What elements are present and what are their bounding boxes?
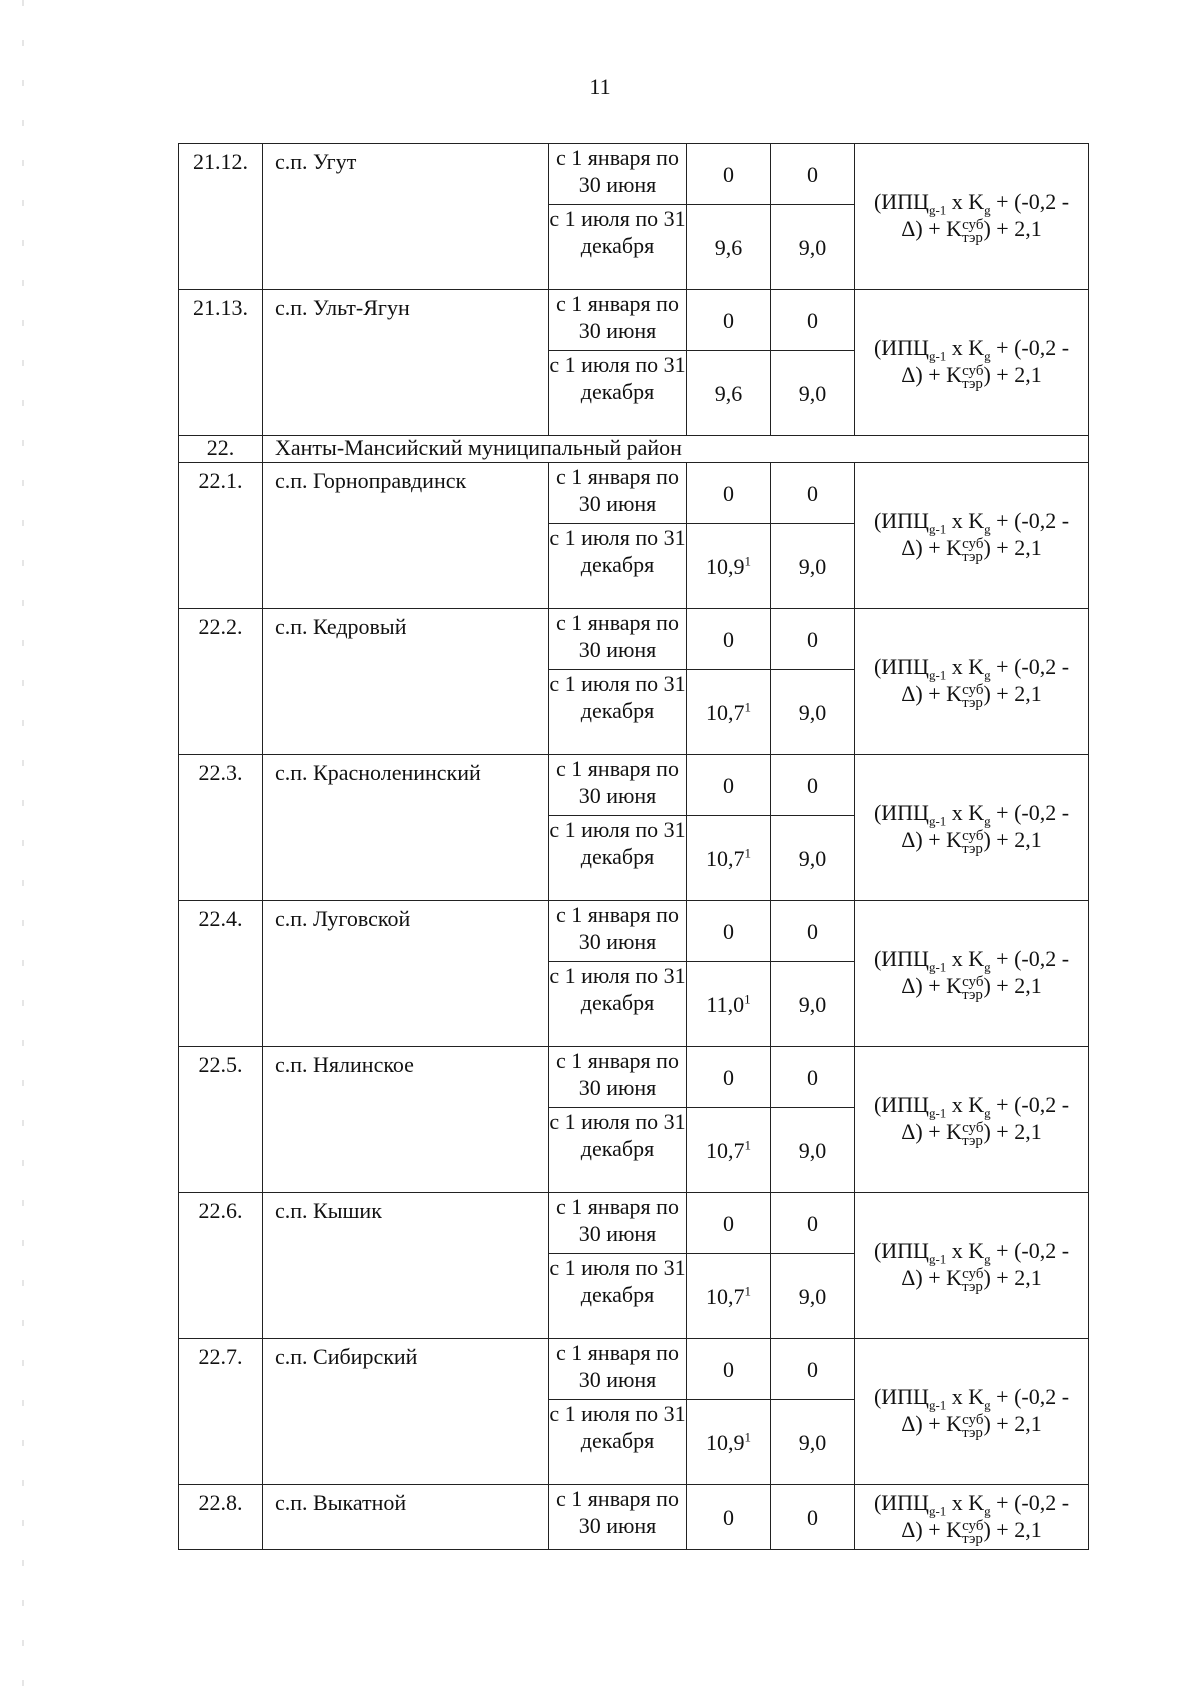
formula-sub2: g: [984, 521, 991, 537]
formula-sub1: g-1: [928, 202, 947, 218]
formula-supsub: [962, 1122, 983, 1148]
value-first-half-b: 0: [771, 1485, 855, 1550]
value-second-half-number: 10,9: [706, 553, 745, 579]
footnote-mark: 1: [744, 991, 751, 1007]
formula-sub2: g: [984, 1502, 991, 1518]
settlement-name: с.п. Угут: [263, 144, 549, 290]
value-second-half-b: 9,0: [771, 1400, 855, 1485]
formula-sup3: суб: [962, 536, 984, 552]
formula-sub1: g-1: [928, 521, 947, 537]
footnote-mark: 1: [744, 553, 751, 569]
formula-part3: + (-0,2 -: [990, 1238, 1070, 1263]
formula-sub3: тэр: [962, 230, 983, 246]
formula-part5: ) + 2,1: [983, 1516, 1042, 1542]
period-second-half: с 1 июля по 31 декабря: [549, 351, 687, 436]
settlement-name: с.п. Выкатной: [263, 1485, 549, 1550]
value-second-half-b: 9,0: [771, 205, 855, 290]
formula-part2: х K: [946, 1092, 985, 1117]
formula-part1: (ИПЦ: [873, 654, 929, 679]
value-second-half-number: 9,6: [714, 380, 743, 406]
formula-supsub: [962, 219, 983, 245]
formula-part1: (ИПЦ: [873, 508, 929, 533]
formula-sub3: тэр: [962, 987, 983, 1003]
formula-cell: [855, 901, 1089, 1047]
footnote-mark: 1: [744, 1429, 751, 1445]
formula-sub1: g-1: [928, 348, 947, 364]
value-first-half-a: 0: [687, 609, 771, 670]
formula-part4: Δ) + K: [901, 216, 963, 241]
formula-sub1: g-1: [928, 1251, 947, 1267]
formula-part2: х K: [946, 1238, 985, 1263]
period-first-half: с 1 января по 30 июня: [549, 290, 687, 351]
formula-part2: х K: [946, 946, 985, 971]
table-row: [179, 1339, 1089, 1400]
value-second-half-a: [687, 816, 771, 901]
table-row: [179, 1485, 1089, 1550]
value-second-half-number: 10,7: [706, 699, 745, 725]
formula-sub1: g-1: [928, 959, 947, 975]
formula-cell: [855, 1485, 1089, 1550]
period-second-half: с 1 июля по 31 декабря: [549, 1400, 687, 1485]
formula-part4: Δ) + K: [901, 827, 963, 852]
value-second-half-b: 9,0: [771, 816, 855, 901]
formula-part4: Δ) + K: [901, 1411, 963, 1436]
formula-part3: + (-0,2 -: [990, 1384, 1070, 1409]
value-second-half-a: [687, 1400, 771, 1485]
district-row: [179, 436, 1089, 463]
value-second-half-number: 10,7: [706, 1137, 745, 1163]
formula-part2: х K: [946, 654, 985, 679]
formula-sub1: g-1: [928, 1502, 947, 1518]
value-second-half-number: 10,9: [706, 1429, 745, 1455]
formula-part5: ) + 2,1: [983, 1411, 1042, 1436]
settlement-name: с.п. Горноправдинск: [263, 463, 549, 609]
formula-part2: х K: [946, 800, 985, 825]
value-second-half-a: [687, 524, 771, 609]
value-first-half-b: 0: [771, 1339, 855, 1400]
formula-part3: + (-0,2 -: [990, 1489, 1070, 1515]
formula-part5: ) + 2,1: [983, 362, 1042, 387]
period-first-half: с 1 января по 30 июня: [549, 1047, 687, 1108]
value-second-half-a: [687, 1254, 771, 1339]
settlement-name: с.п. Луговской: [263, 901, 549, 1047]
formula-part4: Δ) + K: [901, 362, 963, 387]
formula-cell: [855, 144, 1089, 290]
formula-sup3: суб: [962, 974, 984, 990]
table-row: [179, 755, 1089, 816]
value-second-half-a: [687, 351, 771, 436]
row-number: 22.2.: [179, 609, 263, 755]
formula-part1: (ИПЦ: [873, 1092, 929, 1117]
value-first-half-b: 0: [771, 144, 855, 205]
formula-sub3: тэр: [962, 376, 983, 392]
formula-sub2: g: [984, 348, 991, 364]
value-second-half-b: 9,0: [771, 1108, 855, 1193]
formula-supsub: [962, 538, 983, 564]
district-number: 22.: [179, 436, 263, 463]
value-second-half-b: 9,0: [771, 1254, 855, 1339]
table-section-district: [179, 436, 1089, 463]
formula-part5: ) + 2,1: [983, 973, 1042, 998]
value-first-half-a: 0: [687, 755, 771, 816]
formula-part4: Δ) + K: [901, 681, 963, 706]
formula-part4: Δ) + K: [901, 973, 963, 998]
value-second-half-b: 9,0: [771, 524, 855, 609]
formula-cell: [855, 1193, 1089, 1339]
period-second-half: с 1 июля по 31 декабря: [549, 524, 687, 609]
value-first-half-a: 0: [687, 463, 771, 524]
formula-sub3: тэр: [962, 841, 983, 857]
formula-part5: ) + 2,1: [983, 216, 1042, 241]
table-section-22: [179, 463, 1089, 1485]
period-second-half: с 1 июля по 31 декабря: [549, 962, 687, 1047]
formula-part5: ) + 2,1: [983, 827, 1042, 852]
period-first-half: с 1 января по 30 июня: [549, 901, 687, 962]
value-first-half-a: 0: [687, 290, 771, 351]
formula-part3: + (-0,2 -: [990, 335, 1070, 360]
settlement-name: с.п. Красноленинский: [263, 755, 549, 901]
formula-part4: Δ) + K: [901, 1516, 963, 1542]
formula-part1: (ИПЦ: [873, 1489, 929, 1515]
settlement-name: с.п. Сибирский: [263, 1339, 549, 1485]
formula-sub3: тэр: [962, 695, 983, 711]
settlement-name: с.п. Нялинское: [263, 1047, 549, 1193]
formula-sup3: суб: [962, 217, 984, 233]
table-row: [179, 1047, 1089, 1108]
formula-sup3: суб: [962, 363, 984, 379]
row-number: 22.7.: [179, 1339, 263, 1485]
formula-supsub: [962, 365, 983, 391]
period-first-half: с 1 января по 30 июня: [549, 144, 687, 205]
formula-part5: ) + 2,1: [983, 535, 1042, 560]
value-second-half-a: [687, 670, 771, 755]
row-number: 22.8.: [179, 1485, 263, 1550]
value-second-half-a: [687, 962, 771, 1047]
footnote-mark: 1: [744, 1137, 751, 1153]
formula-sub2: g: [984, 202, 991, 218]
formula-part5: ) + 2,1: [983, 1119, 1042, 1144]
formula-part1: (ИПЦ: [873, 189, 929, 214]
formula-sub1: g-1: [928, 1105, 947, 1121]
formula-sub2: g: [984, 959, 991, 975]
formula-supsub: [962, 976, 983, 1002]
row-number: 22.6.: [179, 1193, 263, 1339]
value-first-half-a: 0: [687, 1047, 771, 1108]
period-second-half: с 1 июля по 31 декабря: [549, 816, 687, 901]
scan-edge-artifact: [22, 0, 24, 1686]
table-row: [179, 901, 1089, 962]
table-row: [179, 144, 1089, 205]
formula-part4: Δ) + K: [901, 1119, 963, 1144]
formula-supsub: [962, 1414, 983, 1440]
tariff-table: [178, 143, 1089, 1550]
formula-part5: ) + 2,1: [983, 1265, 1042, 1290]
value-second-half-number: 9,6: [714, 234, 743, 260]
formula-sup3: суб: [962, 1412, 984, 1428]
period-first-half: с 1 января по 30 июня: [549, 1485, 687, 1550]
formula-part3: + (-0,2 -: [990, 189, 1070, 214]
formula-sub3: тэр: [962, 549, 983, 565]
formula-part3: + (-0,2 -: [990, 800, 1070, 825]
settlement-name: с.п. Кедровый: [263, 609, 549, 755]
district-name: Ханты-Мансийский муниципальный район: [263, 436, 1089, 463]
table-row: [179, 290, 1089, 351]
row-number: 21.12.: [179, 144, 263, 290]
formula-sub3: тэр: [962, 1425, 983, 1441]
value-first-half-a: 0: [687, 144, 771, 205]
formula-part1: (ИПЦ: [873, 335, 929, 360]
formula-part1: (ИПЦ: [873, 946, 929, 971]
period-first-half: с 1 января по 30 июня: [549, 755, 687, 816]
footnote-mark: 1: [744, 1283, 751, 1299]
formula-sub2: g: [984, 1105, 991, 1121]
formula-part4: Δ) + K: [901, 1265, 963, 1290]
formula-supsub: [962, 684, 983, 710]
formula-sub3: тэр: [962, 1530, 983, 1547]
formula-cell: [855, 1339, 1089, 1485]
formula-part2: х K: [946, 335, 985, 360]
value-second-half-number: 10,7: [706, 845, 745, 871]
formula-sup3: суб: [962, 1517, 984, 1534]
value-second-half-number: 11,0: [706, 991, 745, 1017]
formula-sub3: тэр: [962, 1279, 983, 1295]
formula-sup3: суб: [962, 828, 984, 844]
row-number: 22.5.: [179, 1047, 263, 1193]
formula-sub2: g: [984, 813, 991, 829]
table-section-last: [179, 1485, 1089, 1550]
value-first-half-b: 0: [771, 1193, 855, 1254]
value-second-half-number: 10,7: [706, 1283, 745, 1309]
formula-part1: (ИПЦ: [873, 1238, 929, 1263]
formula-sup3: суб: [962, 1120, 984, 1136]
formula-part3: + (-0,2 -: [990, 508, 1070, 533]
value-first-half-b: 0: [771, 755, 855, 816]
formula-sub1: g-1: [928, 813, 947, 829]
row-number: 22.4.: [179, 901, 263, 1047]
footnote-mark: 1: [744, 845, 751, 861]
value-first-half-a: 0: [687, 901, 771, 962]
formula-sub3: тэр: [962, 1133, 983, 1149]
formula-sup3: суб: [962, 1266, 984, 1282]
table-section-21: [179, 144, 1089, 436]
row-number: 21.13.: [179, 290, 263, 436]
formula-part2: х K: [946, 1384, 985, 1409]
period-first-half: с 1 января по 30 июня: [549, 609, 687, 670]
period-second-half: с 1 июля по 31 декабря: [549, 205, 687, 290]
row-number: 22.1.: [179, 463, 263, 609]
formula-sub2: g: [984, 1397, 991, 1413]
period-second-half: с 1 июля по 31 декабря: [549, 1254, 687, 1339]
value-first-half-b: 0: [771, 1047, 855, 1108]
value-first-half-b: 0: [771, 609, 855, 670]
value-first-half-b: 0: [771, 290, 855, 351]
formula-sub2: g: [984, 667, 991, 683]
formula-sup3: суб: [962, 682, 984, 698]
formula-supsub: [962, 1268, 983, 1294]
table-row: [179, 609, 1089, 670]
formula-part1: (ИПЦ: [873, 800, 929, 825]
value-first-half-a: 0: [687, 1485, 771, 1550]
value-second-half-b: 9,0: [771, 962, 855, 1047]
formula-cell: [855, 755, 1089, 901]
formula-part2: х K: [946, 1489, 985, 1515]
value-first-half-a: 0: [687, 1339, 771, 1400]
formula-part5: ) + 2,1: [983, 681, 1042, 706]
settlement-name: с.п. Ульт-Ягун: [263, 290, 549, 436]
period-first-half: с 1 января по 30 июня: [549, 1193, 687, 1254]
value-first-half-a: 0: [687, 1193, 771, 1254]
formula-part2: х K: [946, 189, 985, 214]
formula-sub1: g-1: [928, 1397, 947, 1413]
formula-cell: [855, 609, 1089, 755]
value-second-half-b: 9,0: [771, 670, 855, 755]
value-first-half-b: 0: [771, 463, 855, 524]
period-second-half: с 1 июля по 31 декабря: [549, 670, 687, 755]
formula-sub1: g-1: [928, 667, 947, 683]
settlement-name: с.п. Кышик: [263, 1193, 549, 1339]
footnote-mark: 1: [744, 699, 751, 715]
formula-cell: [855, 1047, 1089, 1193]
page-number: 11: [589, 74, 611, 99]
table-row: [179, 463, 1089, 524]
period-first-half: с 1 января по 30 июня: [549, 1339, 687, 1400]
formula-part3: + (-0,2 -: [990, 946, 1070, 971]
value-second-half-b: 9,0: [771, 351, 855, 436]
formula-part3: + (-0,2 -: [990, 654, 1070, 679]
formula-cell: [855, 290, 1089, 436]
formula-supsub: [962, 830, 983, 856]
formula-part1: (ИПЦ: [873, 1384, 929, 1409]
row-number: 22.3.: [179, 755, 263, 901]
value-second-half-a: [687, 1108, 771, 1193]
table-row: [179, 1193, 1089, 1254]
value-first-half-b: 0: [771, 901, 855, 962]
value-second-half-a: [687, 205, 771, 290]
formula-sub2: g: [984, 1251, 991, 1267]
formula-part4: Δ) + K: [901, 535, 963, 560]
formula-cell: [855, 463, 1089, 609]
formula-part3: + (-0,2 -: [990, 1092, 1070, 1117]
period-first-half: с 1 января по 30 июня: [549, 463, 687, 524]
formula-part2: х K: [946, 508, 985, 533]
period-second-half: с 1 июля по 31 декабря: [549, 1108, 687, 1193]
